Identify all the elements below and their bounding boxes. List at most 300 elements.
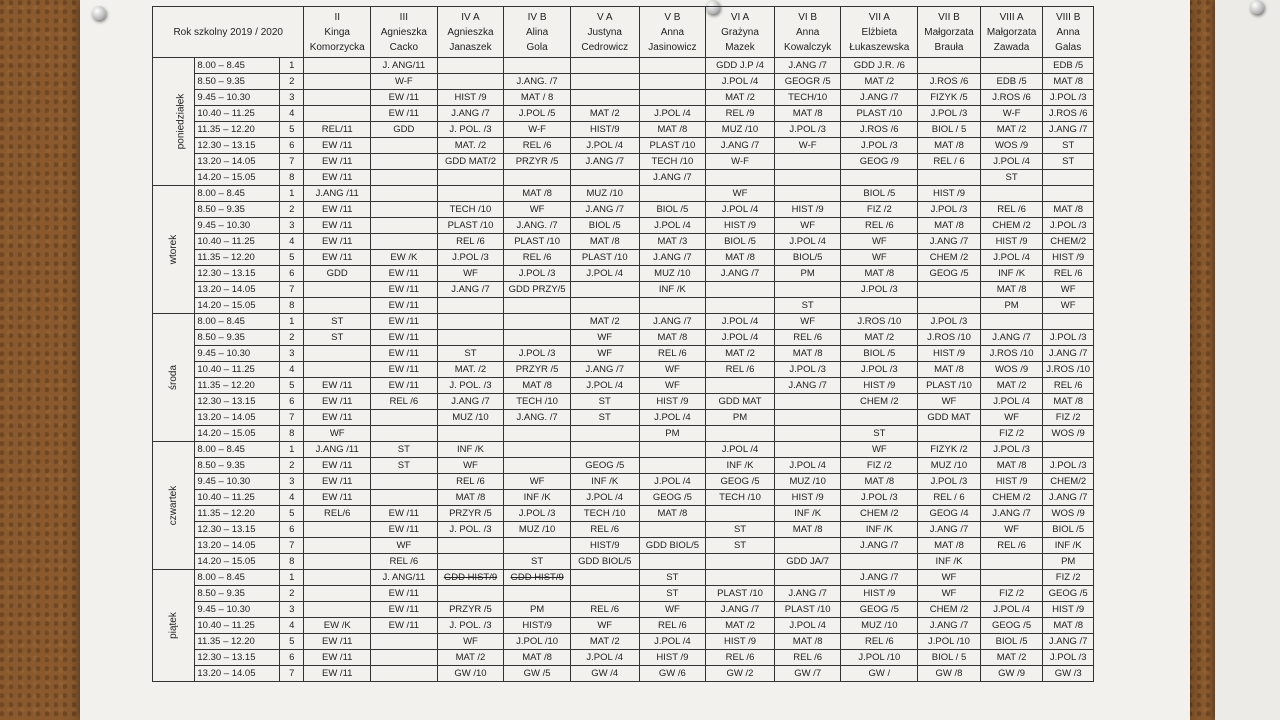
lesson-time: 14.20 – 15.05 [195,554,280,570]
lesson-number: 4 [280,618,304,634]
lesson-cell [639,442,706,458]
lesson-cell: REL/11 [304,122,371,138]
lesson-number: 2 [280,586,304,602]
lesson-cell: GW / [841,666,918,682]
lesson-cell: MAT. /2 [437,362,504,378]
lesson-cell: J.ANG. /7 [504,410,571,426]
lesson-cell: J.POL /3 [774,362,841,378]
lesson-cell: REL /6 [437,474,504,490]
table-row [153,170,1094,186]
lesson-cell: GDD [304,266,371,282]
lesson-cell: J.ANG /7 [570,202,639,218]
lesson-number: 8 [280,426,304,442]
lesson-time: 9.45 – 10.30 [195,218,280,234]
lesson-cell [504,458,571,474]
lesson-cell: J.ROS /10 [918,330,981,346]
lesson-cell: PRZYR /5 [504,154,571,170]
lesson-cell [371,218,438,234]
lesson-cell: J.ROS /10 [841,314,918,330]
lesson-cell: J.POL /3 [918,474,981,490]
lesson-cell: ST [570,410,639,426]
lesson-cell: FIZ /2 [841,458,918,474]
lesson-cell: WF [437,634,504,650]
lesson-cell: EW /11 [304,154,371,170]
lesson-cell: REL /6 [841,218,918,234]
lesson-cell [304,90,371,106]
lesson-cell [639,74,706,90]
lesson-cell: REL /6 [371,394,438,410]
lesson-cell: J. POL. /3 [437,618,504,634]
lesson-cell: EW /11 [304,250,371,266]
lesson-cell: REL /6 [371,554,438,570]
lesson-cell: EW /11 [304,490,371,506]
lesson-cell: MAT /8 [437,490,504,506]
lesson-cell: MUZ /10 [504,522,571,538]
lesson-cell [570,570,639,586]
lesson-cell: J.ANG /7 [841,538,918,554]
lesson-cell: PLAST /10 [639,138,706,154]
lesson-cell: GDD MAT/2 [437,154,504,170]
lesson-cell: GEOGR /5 [774,74,841,90]
lesson-cell [371,186,438,202]
lesson-cell: EW /11 [304,218,371,234]
lesson-cell: J.ANG /7 [774,586,841,602]
lesson-number: 6 [280,394,304,410]
lesson-number: 8 [280,554,304,570]
lesson-cell: HIST /9 [841,378,918,394]
lesson-cell [437,586,504,602]
lesson-cell [706,554,775,570]
lesson-cell: GW /9 [980,666,1043,682]
lesson-cell: GW /8 [918,666,981,682]
lesson-cell: REL /6 [639,618,706,634]
lesson-cell: J.ANG /7 [1043,490,1094,506]
lesson-cell: REL /6 [504,250,571,266]
lesson-cell: EW /11 [371,378,438,394]
lesson-cell: HIST/9 [504,618,571,634]
lesson-cell: CHEM /2 [980,218,1043,234]
lesson-cell: EW /11 [371,266,438,282]
lesson-number: 3 [280,218,304,234]
lesson-number: 7 [280,154,304,170]
lesson-cell: MAT /8 [504,186,571,202]
timetable [152,6,1094,682]
lesson-cell [304,570,371,586]
lesson-cell [371,634,438,650]
lesson-cell: ST [437,346,504,362]
lesson-cell: J.POL /5 [504,106,571,122]
lesson-cell: J.ROS /6 [918,74,981,90]
lesson-cell: J.ROS /10 [1043,362,1094,378]
lesson-cell: ST [1043,138,1094,154]
lesson-cell: MAT /8 [639,330,706,346]
lesson-cell: J.ANG /7 [774,58,841,74]
lesson-cell [918,298,981,314]
lesson-cell: J.POL /3 [841,362,918,378]
lesson-cell: HIST /9 [706,634,775,650]
lesson-cell: MAT /8 [774,634,841,650]
lesson-cell [371,170,438,186]
lesson-cell [918,426,981,442]
lesson-cell: J.ANG /7 [841,570,918,586]
lesson-cell [504,314,571,330]
lesson-cell: J.POL /3 [841,282,918,298]
table-row [153,330,1094,346]
lesson-cell: J.POL /4 [774,618,841,634]
lesson-cell: MAT /8 [918,362,981,378]
lesson-cell: PLAST /10 [706,586,775,602]
lesson-number: 1 [280,570,304,586]
lesson-cell [371,234,438,250]
lesson-cell: J.POL /10 [504,634,571,650]
lesson-cell [774,426,841,442]
table-row [153,394,1094,410]
lesson-cell: EDB /5 [1043,58,1094,74]
lesson-cell: J.POL /4 [570,138,639,154]
lesson-cell: WOS /9 [1043,426,1094,442]
table-row [153,202,1094,218]
lesson-cell: J.POL /4 [774,458,841,474]
lesson-cell [639,298,706,314]
lesson-cell: REL /6 [504,138,571,154]
lesson-cell [504,330,571,346]
class-header: VI B Anna Kowalczyk [774,7,841,58]
lesson-cell: WF [980,522,1043,538]
lesson-cell: WF [504,202,571,218]
lesson-cell [918,282,981,298]
table-row [153,634,1094,650]
lesson-cell [304,282,371,298]
lesson-cell: PLAST /10 [437,218,504,234]
day-label: wtorek [153,186,195,314]
lesson-cell: MAT /8 [841,474,918,490]
lesson-cell: GDD PRZY/5 [504,282,571,298]
lesson-cell [437,314,504,330]
lesson-cell: EW /11 [371,90,438,106]
lesson-cell: ST [841,426,918,442]
class-header: V A Justyna Cedrowicz [570,7,639,58]
lesson-cell: MAT /2 [706,346,775,362]
lesson-cell: MUZ /10 [706,122,775,138]
lesson-time: 9.45 – 10.30 [195,474,280,490]
lesson-cell: CHEM /2 [918,250,981,266]
lesson-cell: HIST /9 [437,90,504,106]
lesson-time: 10.40 – 11.25 [195,234,280,250]
lesson-cell: HIST /9 [918,346,981,362]
lesson-cell: EW /11 [371,522,438,538]
lesson-cell: J.POL /3 [918,202,981,218]
lesson-cell: MAT /2 [570,314,639,330]
table-row [153,666,1094,682]
lesson-cell [304,554,371,570]
lesson-cell: MAT / 8 [504,90,571,106]
lesson-cell: INF /K [841,522,918,538]
lesson-cell: MAT /2 [841,330,918,346]
lesson-time: 11.35 – 12.20 [195,250,280,266]
lesson-cell [706,426,775,442]
lesson-cell: J.POL /3 [504,346,571,362]
lesson-cell: J.POL /3 [437,250,504,266]
lesson-cell: GDD JA/7 [774,554,841,570]
adjacent-paper [1215,0,1280,720]
lesson-cell: HIST /9 [841,586,918,602]
lesson-number: 8 [280,298,304,314]
lesson-cell: MAT /2 [570,634,639,650]
lesson-cell [570,58,639,74]
lesson-time: 14.20 – 15.05 [195,170,280,186]
lesson-cell: INF /K [437,442,504,458]
lesson-cell: J.POL /10 [918,634,981,650]
lesson-cell: J.POL /4 [980,602,1043,618]
lesson-cell: EW /11 [371,506,438,522]
lesson-cell: J.ANG /7 [841,90,918,106]
lesson-cell [437,74,504,90]
lesson-cell: MAT /8 [504,378,571,394]
lesson-cell: J.ROS /6 [980,90,1043,106]
lesson-cell [841,170,918,186]
lesson-cell [504,298,571,314]
lesson-cell: J.POL /4 [570,490,639,506]
lesson-cell [774,570,841,586]
lesson-cell: BIOL/5 [774,250,841,266]
table-row [153,554,1094,570]
lesson-cell [774,538,841,554]
lesson-number: 8 [280,170,304,186]
lesson-time: 8.50 – 9.35 [195,330,280,346]
lesson-cell: GEOG /5 [980,618,1043,634]
lesson-cell: REL /6 [570,602,639,618]
lesson-time: 12.30 – 13.15 [195,522,280,538]
lesson-cell: WF [841,250,918,266]
lesson-cell [570,90,639,106]
lesson-cell: GEOG /5 [918,266,981,282]
lesson-cell [980,570,1043,586]
class-header: II Kinga Komorzycka [304,7,371,58]
lesson-cell [437,554,504,570]
lesson-cell: J.POL /4 [980,250,1043,266]
lesson-number: 3 [280,602,304,618]
lesson-time: 14.20 – 15.05 [195,426,280,442]
lesson-cell: MAT /8 [570,234,639,250]
table-row [153,474,1094,490]
lesson-cell: EW /11 [304,394,371,410]
lesson-cell [980,554,1043,570]
lesson-cell: J.POL /4 [639,218,706,234]
lesson-cell: WF [570,618,639,634]
lesson-cell [980,186,1043,202]
lesson-time: 10.40 – 11.25 [195,490,280,506]
lesson-cell [371,474,438,490]
lesson-cell [437,330,504,346]
lesson-time: 13.20 – 14.05 [195,666,280,682]
lesson-cell: J.POL /3 [918,314,981,330]
lesson-cell: WF [918,586,981,602]
lesson-cell [570,426,639,442]
lesson-cell: REL /6 [980,202,1043,218]
lesson-cell: WF [639,378,706,394]
lesson-cell: CHEM /2 [841,506,918,522]
lesson-cell [639,554,706,570]
class-header: VII B Małgorzata Brauła [918,7,981,58]
lesson-cell: MAT /8 [706,250,775,266]
lesson-cell: J.POL /4 [980,154,1043,170]
table-row [153,234,1094,250]
lesson-cell [304,58,371,74]
lesson-time: 9.45 – 10.30 [195,602,280,618]
lesson-cell: GW /6 [639,666,706,682]
lesson-cell: MAT /8 [980,458,1043,474]
lesson-cell: TECH /10 [639,154,706,170]
lesson-number: 4 [280,106,304,122]
table-row [153,442,1094,458]
lesson-cell: MAT /8 [918,218,981,234]
lesson-time: 11.35 – 12.20 [195,506,280,522]
lesson-cell: MAT /8 [1043,74,1094,90]
lesson-cell: GW /4 [570,666,639,682]
lesson-cell: EW /11 [371,346,438,362]
lesson-cell [918,170,981,186]
lesson-number: 5 [280,634,304,650]
class-header: III Agnieszka Cacko [371,7,438,58]
pushpin-icon [1250,0,1264,14]
lesson-time: 8.50 – 9.35 [195,202,280,218]
lesson-cell [304,586,371,602]
lesson-cell: PLAST /10 [570,250,639,266]
lesson-cell: WF [774,218,841,234]
table-row [153,378,1094,394]
lesson-cell: MAT /8 [841,266,918,282]
lesson-cell: MAT /3 [639,234,706,250]
lesson-cell: GEOG /4 [918,506,981,522]
lesson-time: 8.00 – 8.45 [195,314,280,330]
lesson-time: 11.35 – 12.20 [195,122,280,138]
lesson-time: 10.40 – 11.25 [195,362,280,378]
lesson-cell: PM [1043,554,1094,570]
lesson-cell: J.POL /4 [570,650,639,666]
lesson-cell [774,442,841,458]
lesson-cell: PM [706,410,775,426]
lesson-time: 13.20 – 14.05 [195,410,280,426]
lesson-cell: TECH /10 [504,394,571,410]
lesson-cell: W-F [504,122,571,138]
lesson-cell [1043,442,1094,458]
table-row [153,522,1094,538]
lesson-cell: MAT /2 [841,74,918,90]
lesson-cell: REL /6 [570,522,639,538]
table-row [153,314,1094,330]
lesson-time: 12.30 – 13.15 [195,650,280,666]
lesson-cell: GDD BIOL/5 [639,538,706,554]
lesson-cell [639,186,706,202]
lesson-cell: MAT /8 [1043,618,1094,634]
header-row [153,7,1094,58]
lesson-number: 3 [280,474,304,490]
lesson-time: 12.30 – 13.15 [195,394,280,410]
lesson-cell [371,490,438,506]
lesson-cell [918,58,981,74]
lesson-cell: EW /11 [304,170,371,186]
lesson-cell: MAT /8 [774,522,841,538]
lesson-cell: WOS /9 [1043,506,1094,522]
lesson-cell: J.ANG /7 [1043,122,1094,138]
lesson-cell: EW /11 [304,474,371,490]
lesson-cell: EW /11 [371,362,438,378]
lesson-cell: J.POL /4 [980,394,1043,410]
lesson-cell: W-F [706,154,775,170]
lesson-cell [371,650,438,666]
lesson-number: 3 [280,346,304,362]
lesson-cell: J.ROS /10 [980,346,1043,362]
lesson-cell: GW /5 [504,666,571,682]
lesson-cell: WF [1043,298,1094,314]
lesson-cell: J.ANG /7 [706,602,775,618]
lesson-cell: FIZ /2 [1043,410,1094,426]
lesson-number: 4 [280,234,304,250]
lesson-cell [570,298,639,314]
lesson-cell: J.POL /3 [504,266,571,282]
lesson-cell [504,426,571,442]
lesson-cell: MAT /2 [706,618,775,634]
lesson-cell: J.POL /4 [639,410,706,426]
lesson-cell [841,554,918,570]
table-row [153,186,1094,202]
lesson-cell: J.POL /3 [774,122,841,138]
lesson-cell: REL /6 [774,650,841,666]
lesson-cell: EW /11 [371,106,438,122]
lesson-cell: WOS /9 [980,362,1043,378]
lesson-cell: GEOG /5 [570,458,639,474]
class-header: V B Anna Jasinowicz [639,7,706,58]
lesson-cell: MUZ /10 [570,186,639,202]
lesson-cell: J. ANG/11 [371,570,438,586]
lesson-number: 6 [280,266,304,282]
lesson-cell: J.ANG /7 [706,138,775,154]
lesson-cell [304,602,371,618]
lesson-cell: J.POL /4 [570,266,639,282]
lesson-cell: J.POL /3 [1043,458,1094,474]
table-row [153,650,1094,666]
lesson-cell: TECH /10 [437,202,504,218]
lesson-time: 13.20 – 14.05 [195,154,280,170]
lesson-cell [371,410,438,426]
lesson-cell [570,586,639,602]
lesson-cell: BIOL / 5 [918,650,981,666]
lesson-cell: J.POL /3 [504,506,571,522]
lesson-cell [371,426,438,442]
lesson-cell [570,442,639,458]
school-year-label: Rok szkolny 2019 / 2020 [153,7,304,58]
lesson-cell: J.ANG /7 [570,362,639,378]
table-row [153,218,1094,234]
lesson-cell: WF [639,362,706,378]
table-row [153,570,1094,586]
lesson-cell: ST [304,330,371,346]
class-header: VIII A Małgorzata Zawada [980,7,1043,58]
lesson-cell: J.POL /4 [639,106,706,122]
table-row [153,410,1094,426]
lesson-time: 8.50 – 9.35 [195,74,280,90]
day-label: środa [153,314,195,442]
lesson-cell: MAT /2 [980,122,1043,138]
lesson-cell [304,346,371,362]
lesson-cell: HIST /9 [918,186,981,202]
lesson-cell: WF [1043,282,1094,298]
lesson-cell: INF /K [504,490,571,506]
lesson-cell: EW /11 [304,458,371,474]
lesson-time: 9.45 – 10.30 [195,90,280,106]
lesson-cell: EW /11 [304,378,371,394]
lesson-cell: J.ANG /7 [639,314,706,330]
